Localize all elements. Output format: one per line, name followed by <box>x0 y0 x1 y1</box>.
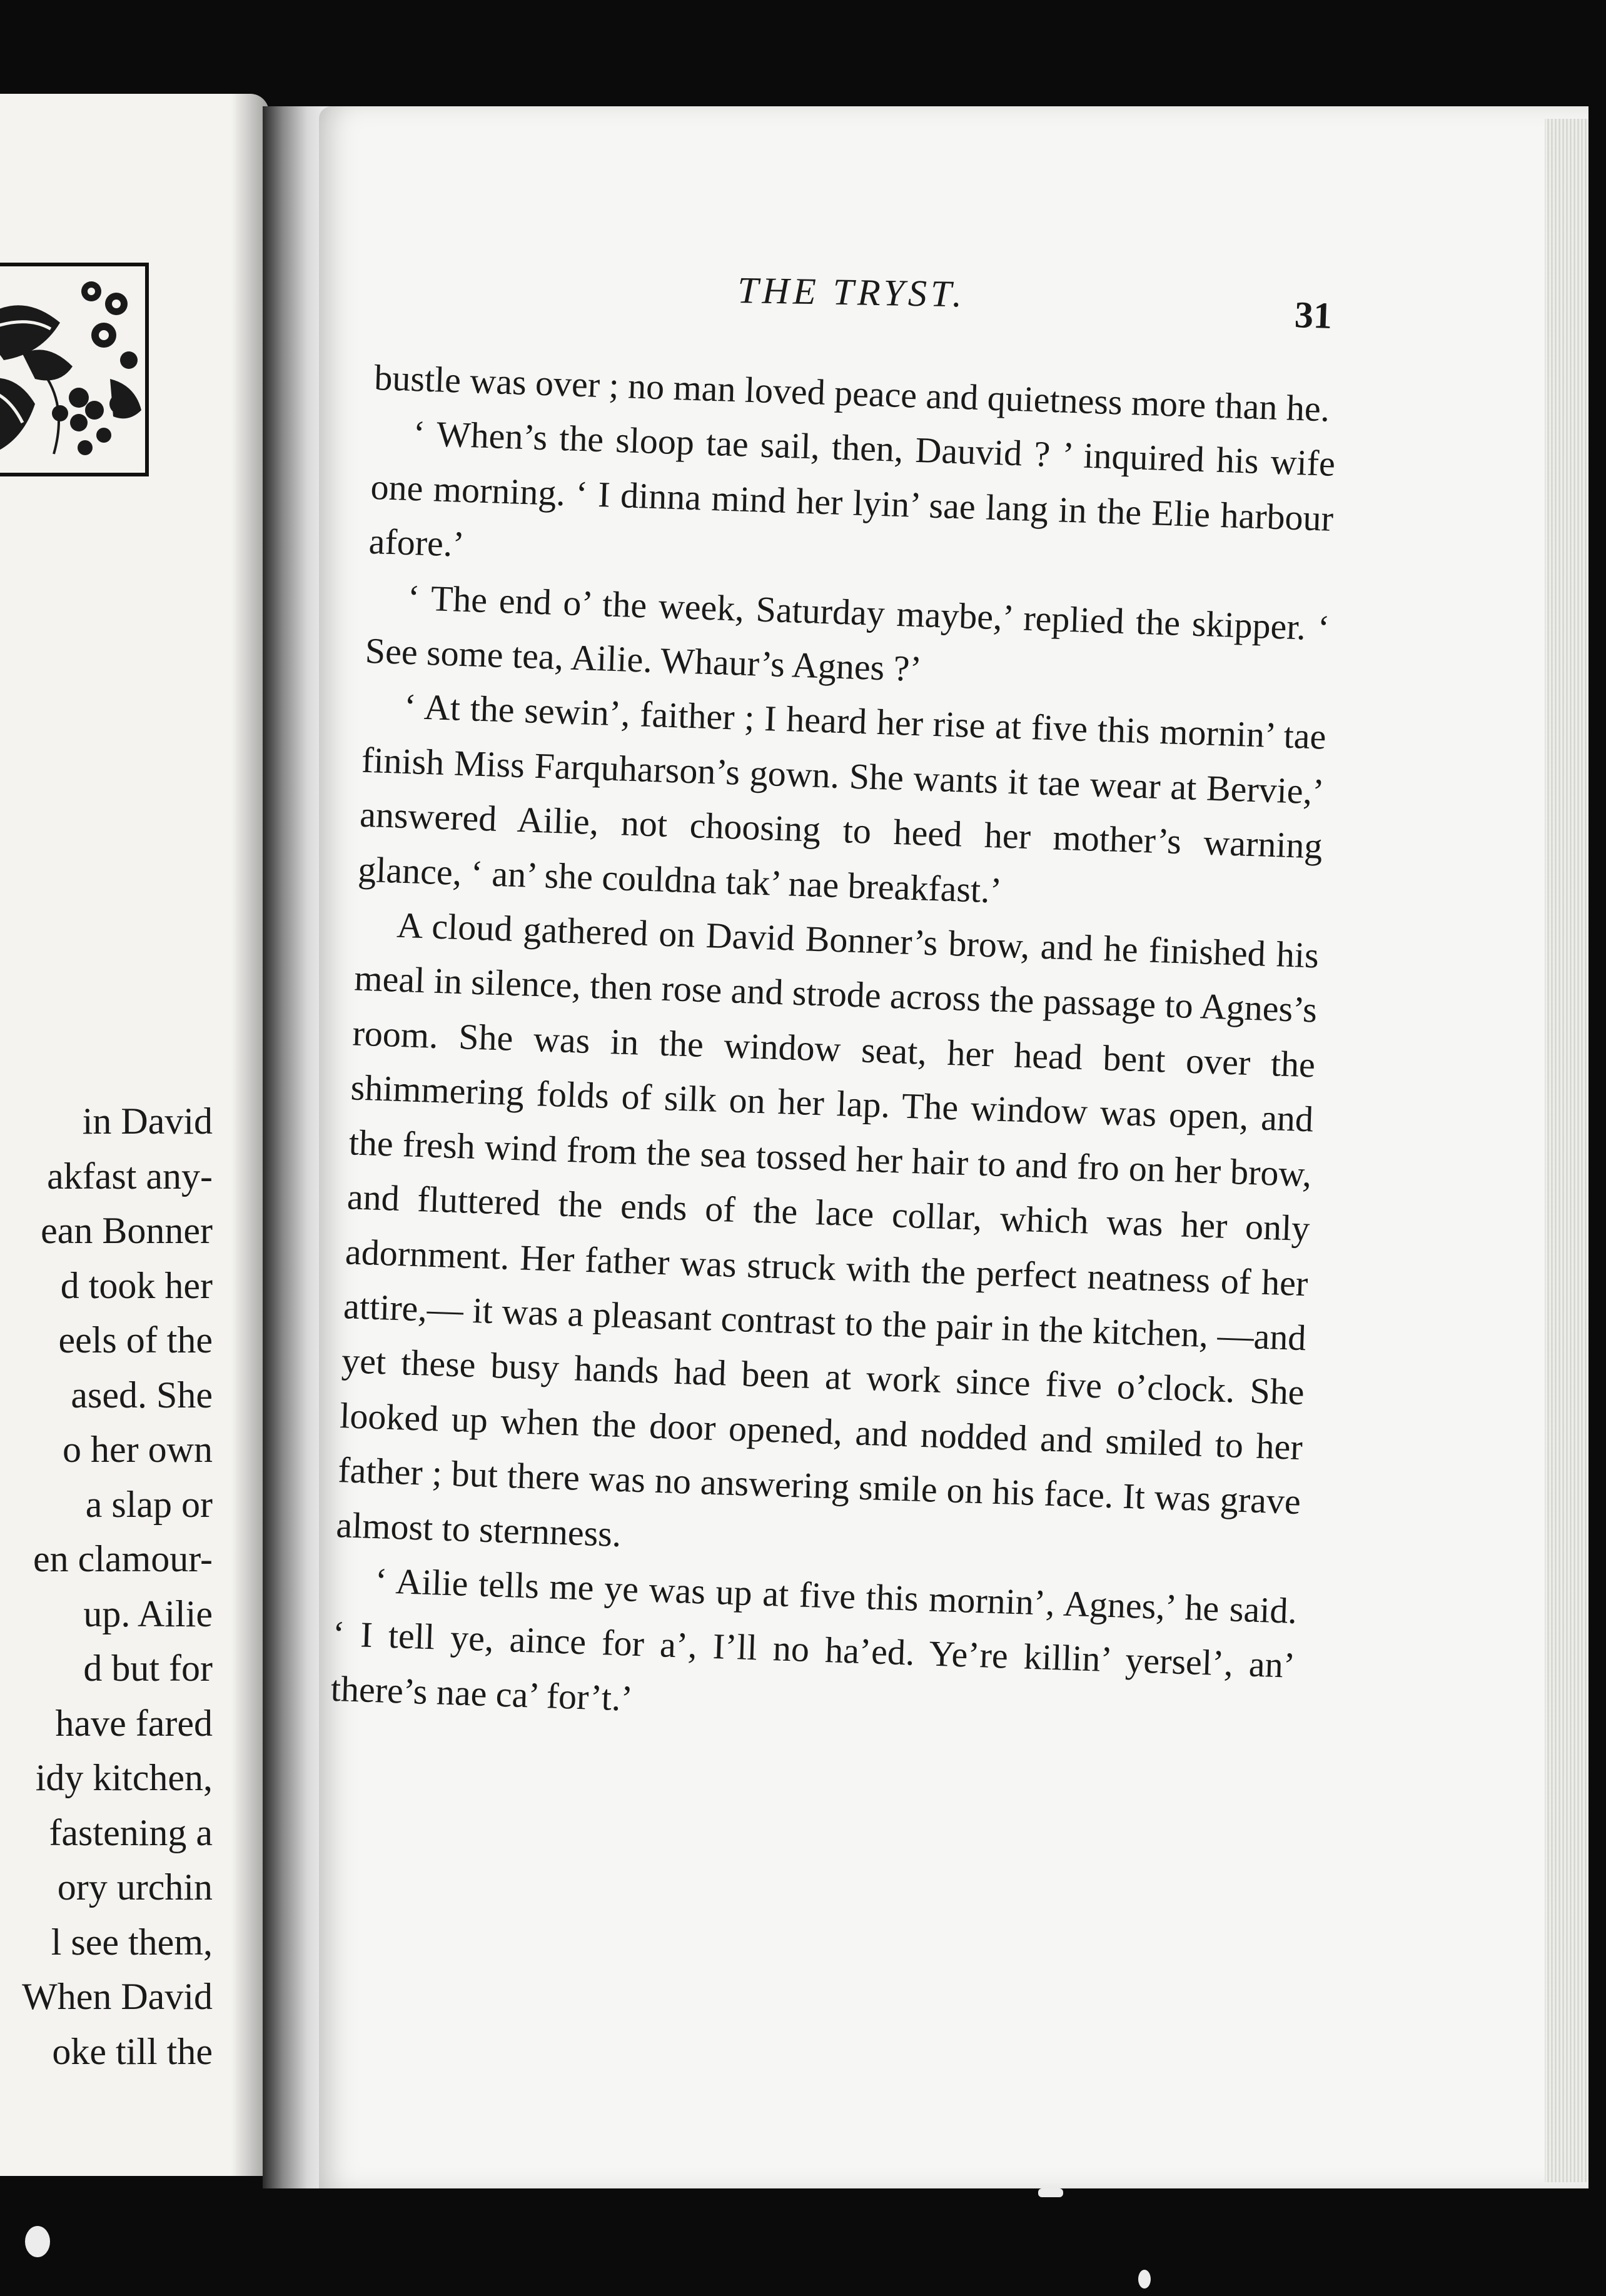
left-page-line: idy kitchen, <box>35 1757 213 1798</box>
body-text <box>330 350 1338 1748</box>
left-page-line: en clamour- <box>33 1538 213 1579</box>
left-page-line: d took her <box>60 1264 213 1306</box>
left-page-line: fastening a <box>49 1811 213 1853</box>
left-page-line: l see them, <box>51 1921 213 1963</box>
left-facing-page <box>0 94 269 2176</box>
paragraph: bustle was over ; no man loved peace and quietness more than he. <box>373 356 1331 430</box>
left-page-line: have fared <box>55 1702 213 1744</box>
scan-speck <box>25 2226 50 2257</box>
left-page-text <box>0 1094 213 2079</box>
paragraph: ‘ At the sewin’, faither ; I heard her rise at five this mornin’ tae finish Miss Farquharson’s gown. She wants it tae wear at Bervie,’ answered Ailie, not choosing to heed her mother’s warning glance, ‘ an’ she couldna tak’ nae breakfast.’ <box>357 686 1327 911</box>
running-head: THE TRYST. <box>737 269 966 315</box>
floral-ornament <box>0 263 149 476</box>
scan-speck <box>1138 2270 1151 2288</box>
left-page-line: When David <box>22 1976 213 2017</box>
paragraph: ‘ When’s the sloop tae sail, then, Dauvid ? ’ inquired his wife one morning. ‘ I dinna mind her lyin’ sae lang in the Elie harbour afore.’ <box>368 413 1336 565</box>
scan-speck <box>1038 2188 1063 2197</box>
paragraph: ‘ Ailie tells me ye was up at five this mornin’, Agnes,’ he said. ‘ I tell ye, aince for a’, I’ll no ha’ed. Ye’re killin’ yersel’, an’ there’s nae ca’ for’t.’ <box>330 1560 1298 1719</box>
left-page-line: up. Ailie <box>83 1593 213 1634</box>
left-page-line: oke till the <box>52 2030 213 2072</box>
paragraph: A cloud gathered on David Bonner’s brow, and he finished his meal in silence, then rose and strode across the passage to Agnes’s room. She was in the window seat, her head bent over the shimmering folds of silk on her lap. The window was open, and the fresh wind from the sea tossed her hair to and fro on her brow, and fluttered the ends of the lace collar, which was her only adornment. Her father was struck with the perfect neatness of her attire,— it was a pleasant contrast to the pair in the kitchen, —and yet these busy hands had been at work since five o’clock. She looked up when the door opened, and nodded and smiled to her father ; but there was no answering smile on his face. It was grave almost to sternness. <box>335 904 1320 1554</box>
left-page-line: in David <box>82 1100 213 1142</box>
left-page-line: ased. She <box>71 1374 213 1416</box>
left-page-line: eels of the <box>58 1319 213 1361</box>
page-edge <box>1545 119 1588 2182</box>
left-page-line: ean Bonner <box>41 1210 213 1251</box>
page-number: 31 <box>1293 293 1333 337</box>
left-page-line: d but for <box>83 1648 213 1689</box>
paragraph: ‘ The end o’ the week, Saturday maybe,’ replied the skipper. ‘ See some tea, Ailie. Whaur’s Agnes ?’ <box>364 577 1331 690</box>
left-page-line: a slap or <box>85 1483 213 1525</box>
left-page-line: o her own <box>63 1429 213 1470</box>
left-page-line: akfast any- <box>47 1155 213 1197</box>
left-page-line: ory urchin <box>57 1866 213 1908</box>
